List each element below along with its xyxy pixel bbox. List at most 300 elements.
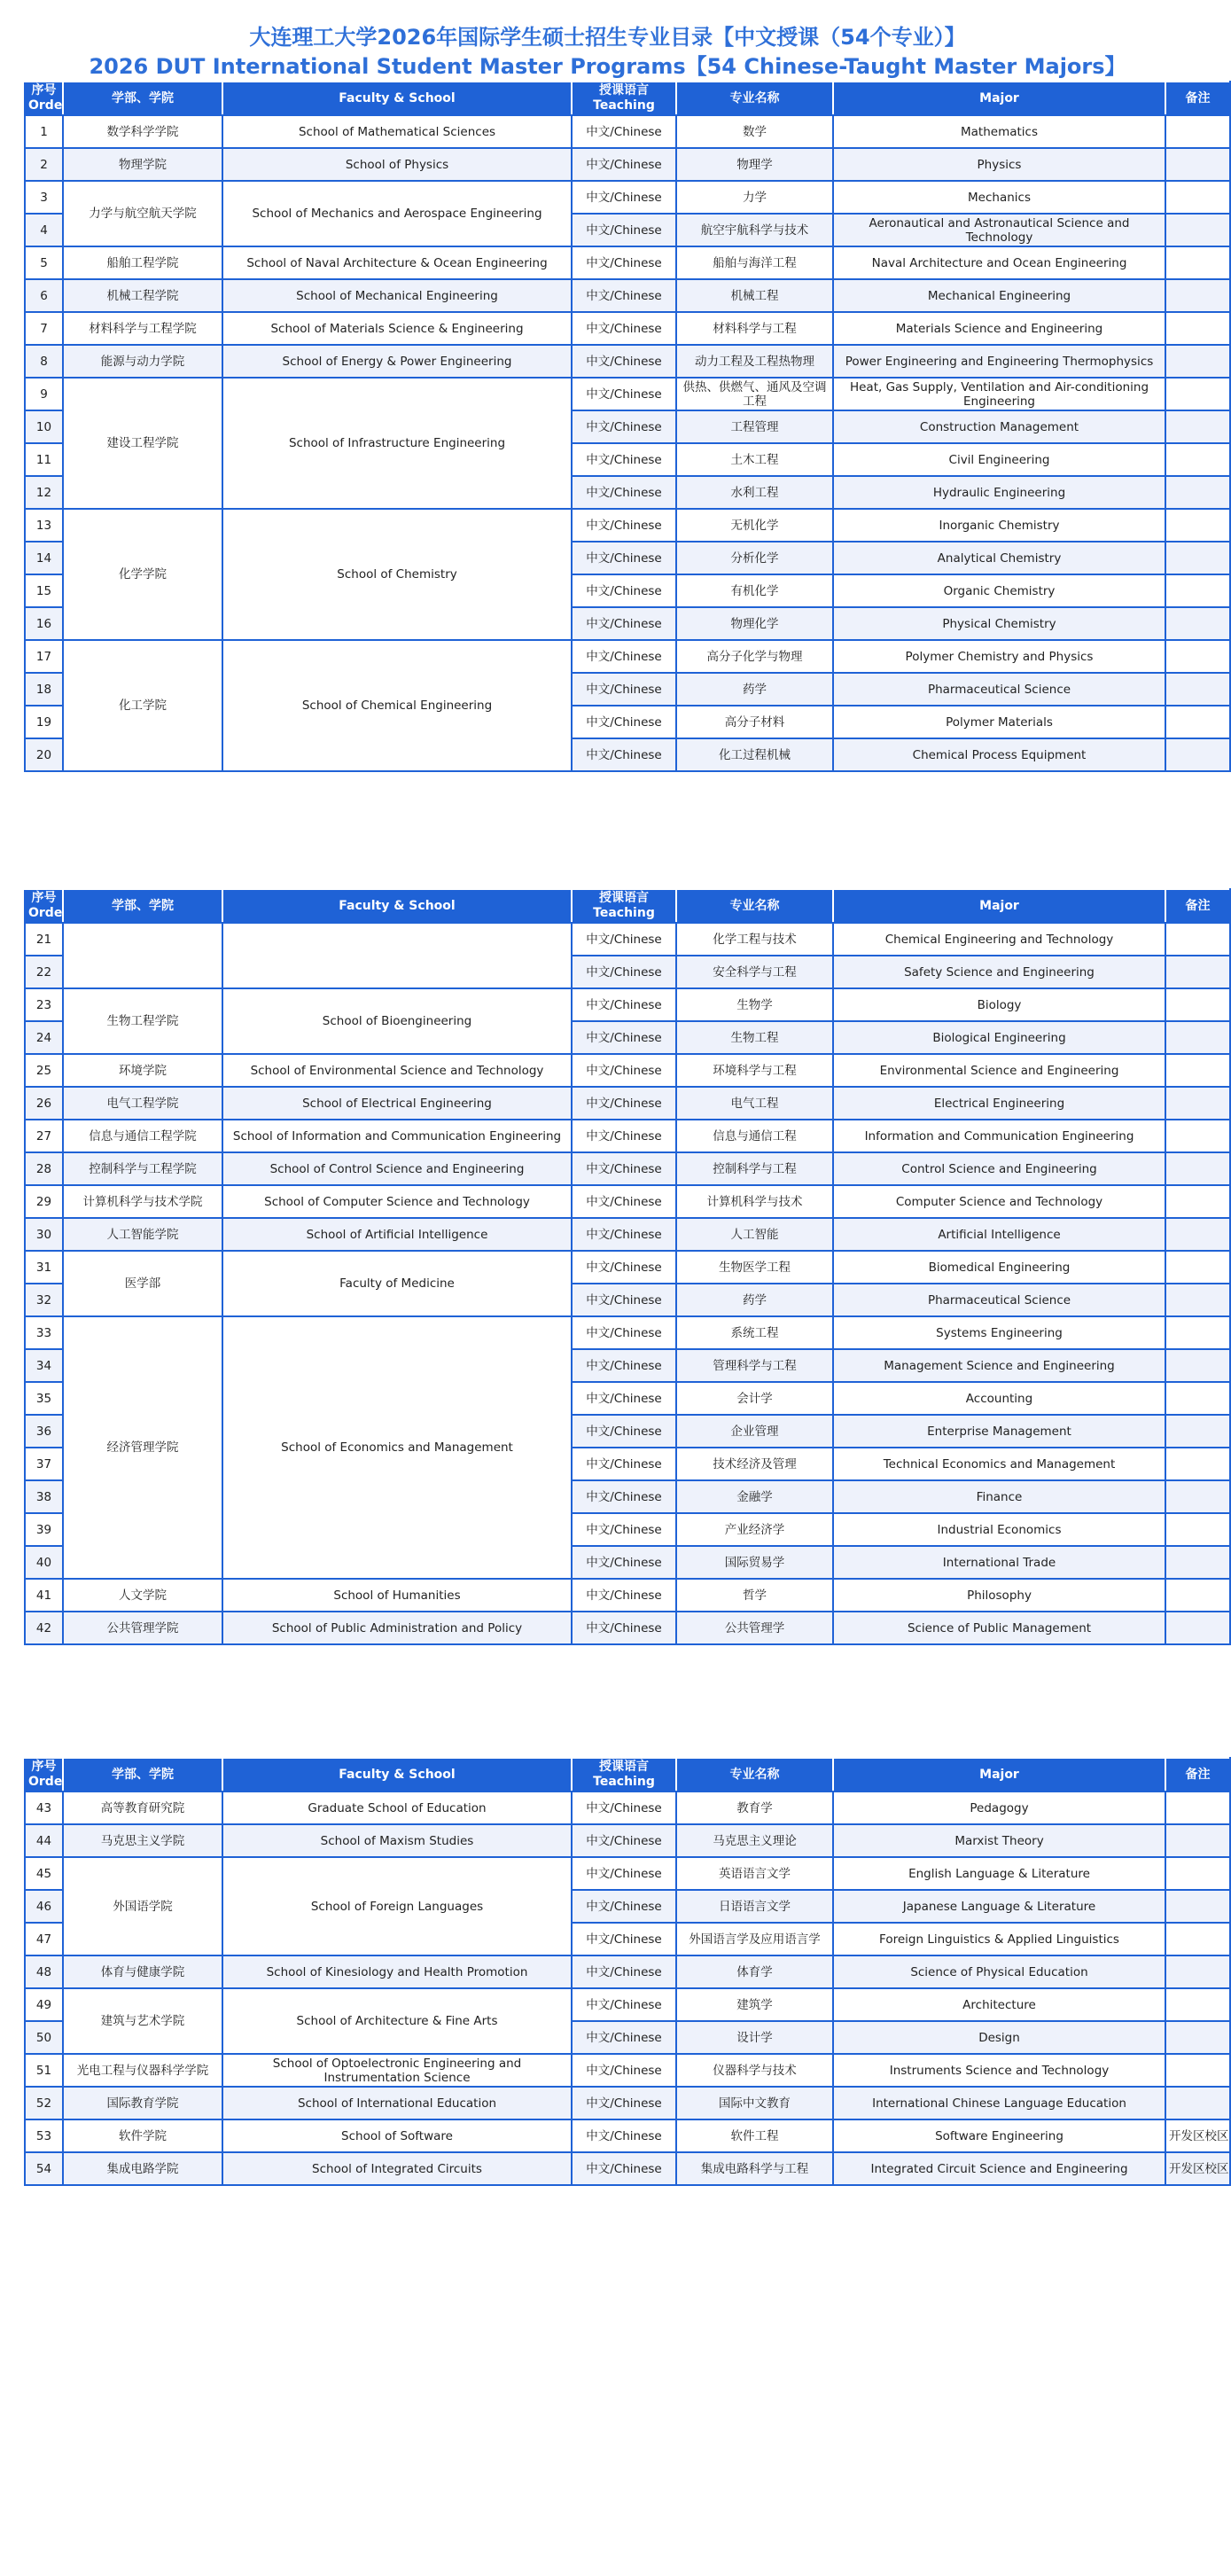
remark-cell (1165, 1579, 1230, 1612)
major-cn-cell: 药学 (676, 673, 833, 706)
header-remark: 备注 (1165, 1758, 1230, 1791)
major-en-cell: Artificial Intelligence (833, 1218, 1165, 1251)
row-number: 15 (25, 574, 63, 607)
major-cn-cell: 控制科学与工程 (676, 1152, 833, 1185)
header-faculty-cn: 学部、学院 (63, 82, 222, 115)
major-en-cell: English Language & Literature (833, 1857, 1165, 1890)
header-no: 序号 Orde (25, 889, 63, 923)
major-cn-cell: 航空宇航科学与技术 (676, 214, 833, 246)
major-cn-cell: 集成电路科学与工程 (676, 2152, 833, 2185)
header-remark: 备注 (1165, 889, 1230, 923)
faculty-cn-cell: 机械工程学院 (63, 279, 222, 312)
table-row (25, 312, 1230, 345)
major-en-cell: Integrated Circuit Science and Engineering (833, 2152, 1165, 2185)
row-number: 14 (25, 542, 63, 574)
faculty-cn-cell: 马克思主义学院 (63, 1824, 222, 1857)
faculty-en-cell: School of Materials Science & Engineering (222, 312, 572, 345)
faculty-en-cell: Faculty of Medicine (222, 1251, 572, 1316)
major-cn-cell: 人工智能 (676, 1218, 833, 1251)
teaching-language-cell: 中文/Chinese (572, 1857, 676, 1890)
major-en-cell: Safety Science and Engineering (833, 956, 1165, 988)
teaching-language-cell: 中文/Chinese (572, 279, 676, 312)
teaching-language-cell: 中文/Chinese (572, 443, 676, 476)
major-en-cell: Pharmaceutical Science (833, 673, 1165, 706)
table-row (25, 1824, 1230, 1857)
remark-cell (1165, 1857, 1230, 1890)
table-row (25, 115, 1230, 148)
major-cn-cell: 产业经济学 (676, 1513, 833, 1546)
faculty-en-cell: School of Mathematical Sciences (222, 115, 572, 148)
table-row (25, 923, 1230, 956)
row-number: 31 (25, 1251, 63, 1284)
major-en-cell: Industrial Economics (833, 1513, 1165, 1546)
major-cn-cell: 生物医学工程 (676, 1251, 833, 1284)
row-number: 8 (25, 345, 63, 378)
table-row (25, 2087, 1230, 2119)
row-number: 43 (25, 1791, 63, 1824)
major-en-cell: Philosophy (833, 1579, 1165, 1612)
header-row (25, 1758, 1230, 1791)
table-row (25, 1152, 1230, 1185)
teaching-language-cell: 中文/Chinese (572, 1316, 676, 1349)
table-row (25, 1185, 1230, 1218)
teaching-language-cell: 中文/Chinese (572, 738, 676, 771)
teaching-language-cell: 中文/Chinese (572, 246, 676, 279)
teaching-language-cell: 中文/Chinese (572, 181, 676, 214)
faculty-en-cell: School of Public Administration and Policy (222, 1612, 572, 1644)
major-cn-cell: 高分子材料 (676, 706, 833, 738)
teaching-language-cell: 中文/Chinese (572, 312, 676, 345)
faculty-cn-cell (63, 923, 222, 988)
major-cn-cell: 设计学 (676, 2021, 833, 2054)
major-cn-cell: 会计学 (676, 1382, 833, 1415)
remark-cell (1165, 1988, 1230, 2021)
remark-cell (1165, 1612, 1230, 1644)
header-faculty-en: Faculty & School (222, 82, 572, 115)
teaching-language-cell: 中文/Chinese (572, 1152, 676, 1185)
row-number: 36 (25, 1415, 63, 1448)
teaching-language-cell: 中文/Chinese (572, 2021, 676, 2054)
faculty-cn-cell: 光电工程与仪器科学学院 (63, 2054, 222, 2087)
faculty-en-cell: School of Optoelectronic Engineering and Instrumentation Science (222, 2054, 572, 2087)
remark-cell (1165, 1513, 1230, 1546)
programs-table-2 (24, 888, 1231, 1645)
major-cn-cell: 建筑学 (676, 1988, 833, 2021)
remark-cell (1165, 1349, 1230, 1382)
table-row (25, 1218, 1230, 1251)
faculty-cn-cell: 国际教育学院 (63, 2087, 222, 2119)
remark-cell (1165, 115, 1230, 148)
faculty-cn-cell: 计算机科学与技术学院 (63, 1185, 222, 1218)
faculty-cn-cell: 力学与航空航天学院 (63, 181, 222, 246)
remark-cell (1165, 443, 1230, 476)
major-en-cell: Aeronautical and Astronautical Science and Technology (833, 214, 1165, 246)
table-row (25, 148, 1230, 181)
major-en-cell: Polymer Chemistry and Physics (833, 640, 1165, 673)
faculty-cn-cell: 能源与动力学院 (63, 345, 222, 378)
teaching-language-cell: 中文/Chinese (572, 1087, 676, 1120)
faculty-cn-cell: 电气工程学院 (63, 1087, 222, 1120)
remark-cell (1165, 279, 1230, 312)
faculty-cn-cell: 建筑与艺术学院 (63, 1988, 222, 2054)
remark-cell (1165, 1251, 1230, 1284)
teaching-language-cell: 中文/Chinese (572, 148, 676, 181)
major-en-cell: Analytical Chemistry (833, 542, 1165, 574)
major-cn-cell: 公共管理学 (676, 1612, 833, 1644)
row-number: 49 (25, 1988, 63, 2021)
teaching-language-cell: 中文/Chinese (572, 1579, 676, 1612)
major-en-cell: Science of Physical Education (833, 1955, 1165, 1988)
remark-cell (1165, 673, 1230, 706)
row-number: 17 (25, 640, 63, 673)
major-en-cell: Biomedical Engineering (833, 1251, 1165, 1284)
major-cn-cell: 供热、供燃气、通风及空调工程 (676, 378, 833, 410)
faculty-en-cell: School of Integrated Circuits (222, 2152, 572, 2185)
major-cn-cell: 仪器科学与技术 (676, 2054, 833, 2087)
faculty-cn-cell: 经济管理学院 (63, 1316, 222, 1579)
row-number: 6 (25, 279, 63, 312)
teaching-language-cell: 中文/Chinese (572, 2054, 676, 2087)
major-cn-cell: 船舶与海洋工程 (676, 246, 833, 279)
teaching-language-cell: 中文/Chinese (572, 673, 676, 706)
table-row (25, 1316, 1230, 1349)
major-en-cell: Technical Economics and Management (833, 1448, 1165, 1480)
faculty-cn-cell: 生物工程学院 (63, 988, 222, 1054)
table-row (25, 1087, 1230, 1120)
remark-cell (1165, 1480, 1230, 1513)
faculty-cn-cell: 信息与通信工程学院 (63, 1120, 222, 1152)
row-number: 13 (25, 509, 63, 542)
faculty-en-cell: School of Bioengineering (222, 988, 572, 1054)
major-cn-cell: 生物工程 (676, 1021, 833, 1054)
remark-cell (1165, 312, 1230, 345)
table-row (25, 1612, 1230, 1644)
faculty-cn-cell: 公共管理学院 (63, 1612, 222, 1644)
major-en-cell: Information and Communication Engineering (833, 1120, 1165, 1152)
faculty-en-cell: School of Environmental Science and Technology (222, 1054, 572, 1087)
remark-cell (1165, 706, 1230, 738)
row-number: 22 (25, 956, 63, 988)
major-en-cell: Control Science and Engineering (833, 1152, 1165, 1185)
major-en-cell: Instruments Science and Technology (833, 2054, 1165, 2087)
major-cn-cell: 材料科学与工程 (676, 312, 833, 345)
major-en-cell: Materials Science and Engineering (833, 312, 1165, 345)
major-en-cell: Pharmaceutical Science (833, 1284, 1165, 1316)
row-number: 53 (25, 2119, 63, 2152)
major-cn-cell: 力学 (676, 181, 833, 214)
remark-cell (1165, 1120, 1230, 1152)
teaching-language-cell: 中文/Chinese (572, 1349, 676, 1382)
major-en-cell: International Chinese Language Education (833, 2087, 1165, 2119)
remark-cell: 开发区校区 (1165, 2152, 1230, 2185)
major-cn-cell: 工程管理 (676, 410, 833, 443)
remark-cell (1165, 640, 1230, 673)
remark-cell (1165, 1448, 1230, 1480)
remark-cell (1165, 148, 1230, 181)
faculty-en-cell: Graduate School of Education (222, 1791, 572, 1824)
remark-cell (1165, 246, 1230, 279)
row-number: 12 (25, 476, 63, 509)
header-major-cn: 专业名称 (676, 1758, 833, 1791)
major-en-cell: Environmental Science and Engineering (833, 1054, 1165, 1087)
faculty-cn-cell: 化工学院 (63, 640, 222, 771)
table-row (25, 1791, 1230, 1824)
table-row (25, 2119, 1230, 2152)
major-cn-cell: 信息与通信工程 (676, 1120, 833, 1152)
row-number: 20 (25, 738, 63, 771)
row-number: 4 (25, 214, 63, 246)
teaching-language-cell: 中文/Chinese (572, 214, 676, 246)
teaching-language-cell: 中文/Chinese (572, 1890, 676, 1923)
row-number: 42 (25, 1612, 63, 1644)
teaching-language-cell: 中文/Chinese (572, 607, 676, 640)
teaching-language-cell: 中文/Chinese (572, 1054, 676, 1087)
header-row (25, 82, 1230, 115)
remark-cell (1165, 1546, 1230, 1579)
faculty-cn-cell: 物理学院 (63, 148, 222, 181)
table-row (25, 181, 1230, 214)
major-cn-cell: 生物学 (676, 988, 833, 1021)
table-row (25, 509, 1230, 542)
faculty-en-cell: School of Energy & Power Engineering (222, 345, 572, 378)
remark-cell (1165, 1218, 1230, 1251)
major-en-cell: Science of Public Management (833, 1612, 1165, 1644)
faculty-en-cell: School of Humanities (222, 1579, 572, 1612)
teaching-language-cell: 中文/Chinese (572, 1120, 676, 1152)
major-en-cell: Systems Engineering (833, 1316, 1165, 1349)
faculty-en-cell (222, 923, 572, 988)
major-cn-cell: 外国语言学及应用语言学 (676, 1923, 833, 1955)
teaching-language-cell: 中文/Chinese (572, 923, 676, 956)
teaching-language-cell: 中文/Chinese (572, 1988, 676, 2021)
row-number: 47 (25, 1923, 63, 1955)
teaching-language-cell: 中文/Chinese (572, 1415, 676, 1448)
faculty-en-cell: School of Economics and Management (222, 1316, 572, 1579)
remark-cell (1165, 2054, 1230, 2087)
remark-cell (1165, 1054, 1230, 1087)
page-title-block (0, 23, 1215, 82)
header-faculty-cn: 学部、学院 (63, 1758, 222, 1791)
remark-cell (1165, 410, 1230, 443)
teaching-language-cell: 中文/Chinese (572, 1382, 676, 1415)
teaching-language-cell: 中文/Chinese (572, 1284, 676, 1316)
major-cn-cell: 数学 (676, 115, 833, 148)
major-en-cell: Management Science and Engineering (833, 1349, 1165, 1382)
header-remark: 备注 (1165, 82, 1230, 115)
major-cn-cell: 水利工程 (676, 476, 833, 509)
row-number: 48 (25, 1955, 63, 1988)
major-en-cell: Computer Science and Technology (833, 1185, 1165, 1218)
row-number: 27 (25, 1120, 63, 1152)
faculty-en-cell: School of Architecture & Fine Arts (222, 1988, 572, 2054)
major-cn-cell: 技术经济及管理 (676, 1448, 833, 1480)
major-en-cell: Electrical Engineering (833, 1087, 1165, 1120)
major-en-cell: Construction Management (833, 410, 1165, 443)
header-no: 序号 Orde (25, 82, 63, 115)
major-cn-cell: 有机化学 (676, 574, 833, 607)
row-number: 52 (25, 2087, 63, 2119)
major-en-cell: Hydraulic Engineering (833, 476, 1165, 509)
table-row (25, 1988, 1230, 2021)
major-en-cell: Organic Chemistry (833, 574, 1165, 607)
teaching-language-cell: 中文/Chinese (572, 1923, 676, 1955)
row-number: 54 (25, 2152, 63, 2185)
teaching-language-cell: 中文/Chinese (572, 988, 676, 1021)
table-row (25, 2152, 1230, 2185)
faculty-cn-cell: 材料科学与工程学院 (63, 312, 222, 345)
teaching-language-cell: 中文/Chinese (572, 542, 676, 574)
remark-cell (1165, 345, 1230, 378)
faculty-en-cell: School of Maxism Studies (222, 1824, 572, 1857)
row-number: 5 (25, 246, 63, 279)
major-cn-cell: 物理化学 (676, 607, 833, 640)
major-cn-cell: 药学 (676, 1284, 833, 1316)
faculty-cn-cell: 化学学院 (63, 509, 222, 640)
remark-cell (1165, 956, 1230, 988)
remark-cell (1165, 1923, 1230, 1955)
faculty-cn-cell: 集成电路学院 (63, 2152, 222, 2185)
major-cn-cell: 企业管理 (676, 1415, 833, 1448)
major-cn-cell: 国际贸易学 (676, 1546, 833, 1579)
teaching-language-cell: 中文/Chinese (572, 378, 676, 410)
faculty-en-cell: School of Infrastructure Engineering (222, 378, 572, 509)
faculty-cn-cell: 人工智能学院 (63, 1218, 222, 1251)
page-title-cn: 大连理工大学2026年国际学生硕士招生专业目录【中文授课（54个专业）】 (249, 25, 966, 50)
programs-table-1 (24, 81, 1231, 772)
teaching-language-cell: 中文/Chinese (572, 1824, 676, 1857)
teaching-language-cell: 中文/Chinese (572, 345, 676, 378)
faculty-en-cell: School of Mechanics and Aerospace Engineering (222, 181, 572, 246)
major-en-cell: Chemical Engineering and Technology (833, 923, 1165, 956)
major-cn-cell: 系统工程 (676, 1316, 833, 1349)
faculty-en-cell: School of International Education (222, 2087, 572, 2119)
major-en-cell: Heat, Gas Supply, Ventilation and Air-conditioning Engineering (833, 378, 1165, 410)
header-major-en: Major (833, 889, 1165, 923)
remark-cell (1165, 542, 1230, 574)
teaching-language-cell: 中文/Chinese (572, 1513, 676, 1546)
remark-cell (1165, 2087, 1230, 2119)
major-cn-cell: 无机化学 (676, 509, 833, 542)
row-number: 51 (25, 2054, 63, 2087)
major-en-cell: Mechanics (833, 181, 1165, 214)
row-number: 39 (25, 1513, 63, 1546)
faculty-en-cell: School of Electrical Engineering (222, 1087, 572, 1120)
major-cn-cell: 化工过程机械 (676, 738, 833, 771)
row-number: 34 (25, 1349, 63, 1382)
major-en-cell: Pedagogy (833, 1791, 1165, 1824)
major-cn-cell: 教育学 (676, 1791, 833, 1824)
major-en-cell: Software Engineering (833, 2119, 1165, 2152)
row-number: 9 (25, 378, 63, 410)
major-en-cell: Foreign Linguistics & Applied Linguistics (833, 1923, 1165, 1955)
row-number: 46 (25, 1890, 63, 1923)
teaching-language-cell: 中文/Chinese (572, 1480, 676, 1513)
header-faculty-en: Faculty & School (222, 1758, 572, 1791)
row-number: 37 (25, 1448, 63, 1480)
header-row (25, 889, 1230, 923)
row-number: 3 (25, 181, 63, 214)
major-cn-cell: 体育学 (676, 1955, 833, 1988)
remark-cell (1165, 1087, 1230, 1120)
teaching-language-cell: 中文/Chinese (572, 2087, 676, 2119)
major-en-cell: Mechanical Engineering (833, 279, 1165, 312)
row-number: 40 (25, 1546, 63, 1579)
header-major-en: Major (833, 1758, 1165, 1791)
teaching-language-cell: 中文/Chinese (572, 1021, 676, 1054)
faculty-cn-cell: 体育与健康学院 (63, 1955, 222, 1988)
row-number: 45 (25, 1857, 63, 1890)
major-cn-cell: 日语语言文学 (676, 1890, 833, 1923)
row-number: 38 (25, 1480, 63, 1513)
table-row (25, 1955, 1230, 1988)
table-row (25, 1120, 1230, 1152)
teaching-language-cell: 中文/Chinese (572, 956, 676, 988)
major-cn-cell: 化学工程与技术 (676, 923, 833, 956)
teaching-language-cell: 中文/Chinese (572, 1546, 676, 1579)
faculty-cn-cell: 外国语学院 (63, 1857, 222, 1955)
row-number: 21 (25, 923, 63, 956)
remark-cell (1165, 988, 1230, 1021)
table-row (25, 1251, 1230, 1284)
major-cn-cell: 高分子化学与物理 (676, 640, 833, 673)
faculty-en-cell: School of Chemistry (222, 509, 572, 640)
remark-cell (1165, 923, 1230, 956)
header-teaching: 授课语言 Teaching (572, 1758, 676, 1791)
faculty-en-cell: School of Physics (222, 148, 572, 181)
row-number: 25 (25, 1054, 63, 1087)
teaching-language-cell: 中文/Chinese (572, 706, 676, 738)
major-en-cell: Design (833, 2021, 1165, 2054)
remark-cell (1165, 574, 1230, 607)
table-row (25, 279, 1230, 312)
remark-cell (1165, 1955, 1230, 1988)
row-number: 1 (25, 115, 63, 148)
row-number: 23 (25, 988, 63, 1021)
major-en-cell: Polymer Materials (833, 706, 1165, 738)
remark-cell (1165, 2021, 1230, 2054)
row-number: 2 (25, 148, 63, 181)
major-en-cell: Accounting (833, 1382, 1165, 1415)
header-major-cn: 专业名称 (676, 82, 833, 115)
major-cn-cell: 电气工程 (676, 1087, 833, 1120)
faculty-en-cell: School of Naval Architecture & Ocean Engineering (222, 246, 572, 279)
row-number: 44 (25, 1824, 63, 1857)
table-row (25, 988, 1230, 1021)
faculty-en-cell: School of Kinesiology and Health Promotion (222, 1955, 572, 1988)
major-cn-cell: 哲学 (676, 1579, 833, 1612)
header-no: 序号 Orde (25, 1758, 63, 1791)
teaching-language-cell: 中文/Chinese (572, 1448, 676, 1480)
row-number: 19 (25, 706, 63, 738)
faculty-en-cell: School of Chemical Engineering (222, 640, 572, 771)
page-title-en: 2026 DUT International Student Master Programs【54 Chinese-Taught Master Majors】 (89, 54, 1126, 79)
major-en-cell: Physical Chemistry (833, 607, 1165, 640)
major-en-cell: Marxist Theory (833, 1824, 1165, 1857)
major-cn-cell: 土木工程 (676, 443, 833, 476)
row-number: 18 (25, 673, 63, 706)
major-cn-cell: 软件工程 (676, 2119, 833, 2152)
remark-cell (1165, 181, 1230, 214)
faculty-en-cell: School of Information and Communication Engineering (222, 1120, 572, 1152)
header-teaching: 授课语言 Teaching (572, 82, 676, 115)
row-number: 41 (25, 1579, 63, 1612)
row-number: 29 (25, 1185, 63, 1218)
major-en-cell: International Trade (833, 1546, 1165, 1579)
faculty-cn-cell: 人文学院 (63, 1579, 222, 1612)
row-number: 11 (25, 443, 63, 476)
faculty-en-cell: School of Mechanical Engineering (222, 279, 572, 312)
teaching-language-cell: 中文/Chinese (572, 115, 676, 148)
